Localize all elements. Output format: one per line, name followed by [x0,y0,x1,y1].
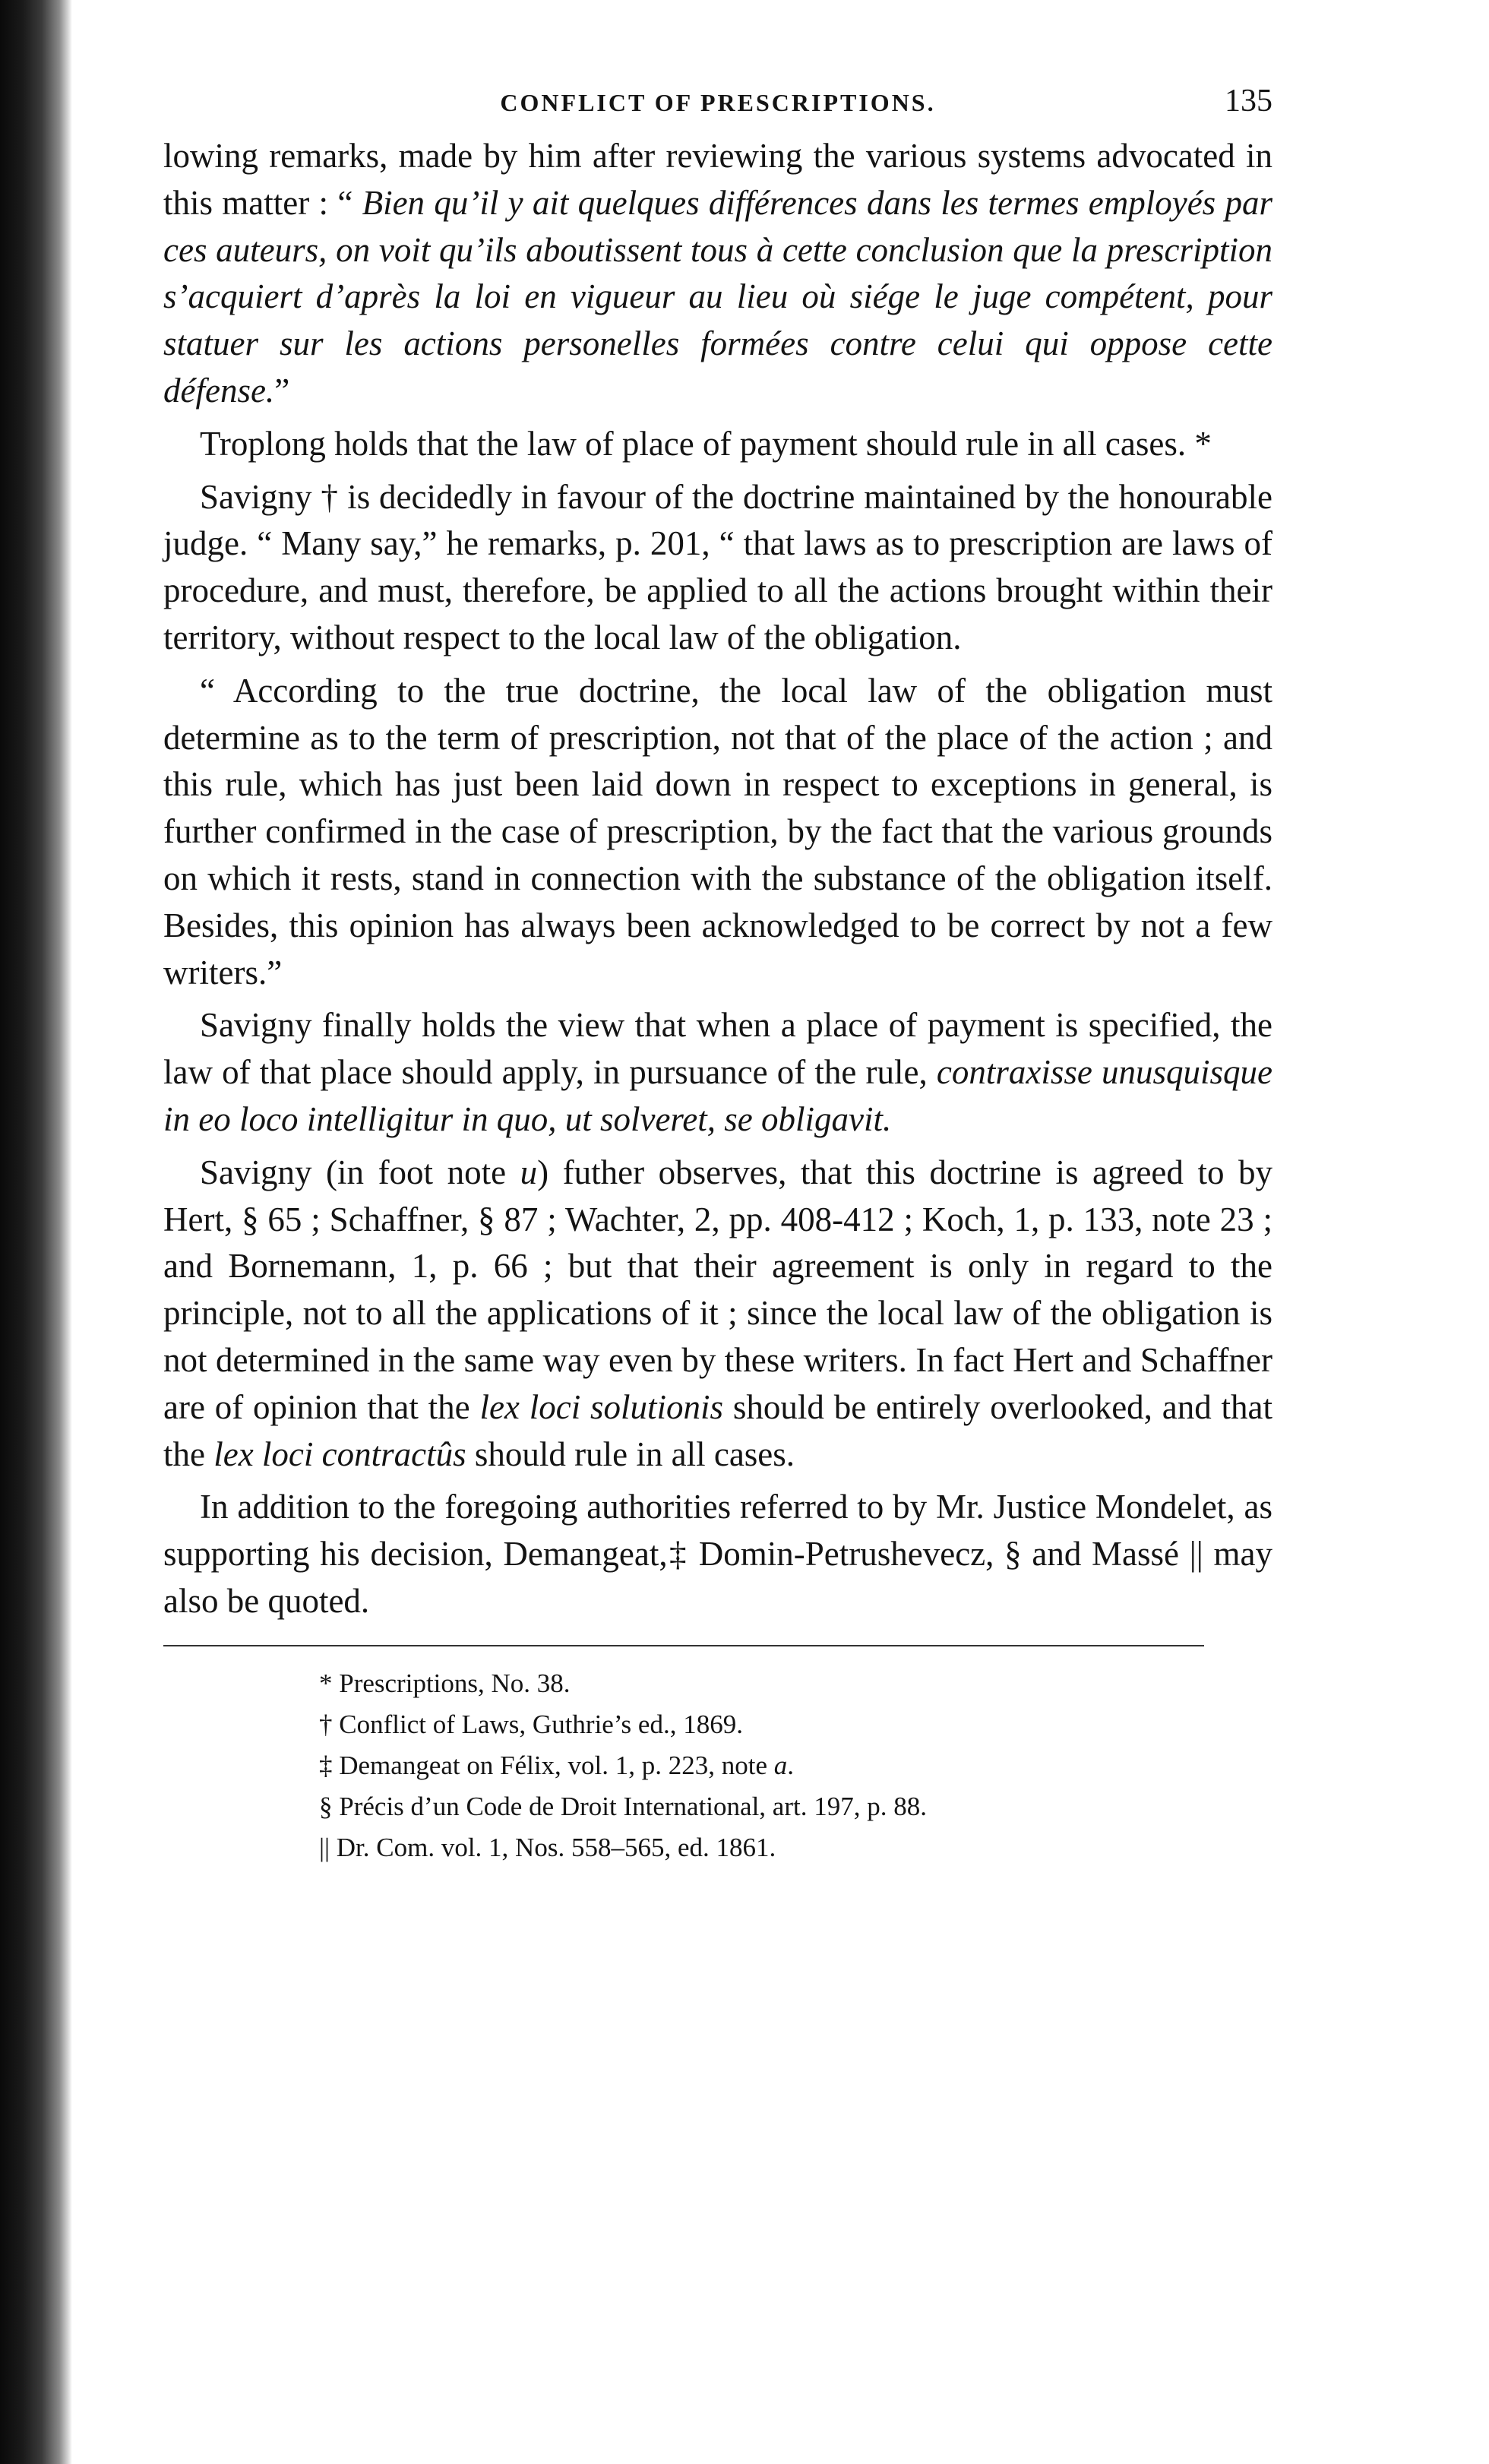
paragraph-savigny-intro [163,474,1272,662]
text-segment: “ According to the true doctrine, the local law of the obligation must determine as to the term of prescription, not that of the place of the action ; and this rule, which has just been laid down in respect to exceptions in general, is further confirmed in the case of prescription, by the fact that the various grounds on which it rests, stand in connection with the substance of the obligation itself. Besides, this opinion has always been acknowledged to be correct by not a few writers.” [163,671,1272,992]
footnote-section [319,1786,1272,1827]
text-segment: Savigny † is decidedly in favour of the doctrine maintained by the honourable judge. “ Many say,” he remarks, p. 201, “ that laws as to prescription are laws of procedure, and must, therefore, be applied to all the actions brought within their territory, without respect to the local law of the obligation. [163,477,1272,656]
paragraph-troplong [163,421,1272,468]
footnote-text: || Dr. Com. vol. 1, Nos. 558–565, ed. 1861. [319,1832,776,1862]
latin-term: lex loci solutionis [479,1387,724,1426]
footnote-text: * Prescriptions, No. 38. [319,1668,571,1698]
running-head [163,72,1272,133]
latin-maxim: contraxisse unusquisque in eo loco intelligitur in quo, ut solveret, se obligavit. [163,1053,1272,1138]
text-segment: should be entirely overlooked, and that the [163,1387,1272,1473]
footnote-text: ‡ Demangeat on Félix, vol. 1, p. 223, note [319,1750,774,1780]
footnote-dagger [319,1704,1272,1745]
page-number: 135 [1225,84,1272,119]
text-segment: lowing remarks, made by him after reviewing the various systems advocated in this matter : “ [163,137,1272,222]
paragraph-place-of-payment [163,1002,1272,1143]
footnotes [163,1663,1272,1868]
text-segment: ) futher observes, that this doctrine is agreed to by Hert, § 65 ; Schaffner, § 87 ; Wachter, 2, pp. 408-412 ; Koch, 1, p. 133, note 23 ; and Bornemann, 1, p. 66 ; but that their agreement is only in regard to the principle, not to all the applications of it ; since the local law of the obligation is not determined in the same way even by these writers. In fact Hert and Schaffner are of opinion that the [163,1153,1272,1426]
footnote-text: † Conflict of Laws, Guthrie’s ed., 1869. [319,1709,743,1739]
text-segment: should rule in all cases. [466,1434,795,1473]
paragraph-additional-authorities [163,1484,1272,1624]
italic-letter: u [520,1153,538,1191]
footnote-rule [163,1645,1204,1646]
text-segment: Savigny (in foot note [200,1153,520,1191]
text-segment: In addition to the foregoing authorities referred to by Mr. Justice Mondelet, as supporting his decision, Demangeat,‡ Domin-Petrushevecz, § and Massé || may also be quoted. [163,1488,1272,1620]
footnote-double-dagger [319,1745,1272,1786]
running-title: CONFLICT OF PRESCRIPTIONS. [500,89,936,116]
footnote-asterisk [319,1663,1272,1704]
footnote-italic: a [773,1750,788,1780]
text-segment: Savigny finally holds the view that when a place of payment is specified, the law of that place should apply, in pursuance of the rule, [163,1006,1272,1092]
text-segment: Troplong holds that the law of place of payment should rule in all cases. * [200,424,1212,463]
latin-term: lex loci contractûs [213,1434,466,1473]
text-segment: ” [274,371,290,410]
paragraph-true-doctrine [163,668,1272,997]
book-page [163,72,1272,1868]
paragraph-continued-quotation [163,133,1272,415]
footnote-text: . [787,1750,795,1780]
body-text [163,133,1272,1625]
footnote-text: § Précis d’un Code de Droit International, art. 197, p. 88. [319,1791,927,1821]
paragraph-foot-note-u [163,1150,1272,1479]
footnote-parallel [319,1827,1272,1868]
french-quotation: Bien qu’il y ait quelques différences dans les termes employés par ces auteurs, on voit qu’ils aboutissent tous à cette conclusion que la prescription s’acquiert d’après la loi en vigueur au lieu où siége le juge compétent, pour statuer sur les actions personelles formées contre celui qui oppose cette défense. [163,183,1272,410]
binding-gutter-shadow [0,0,72,2464]
